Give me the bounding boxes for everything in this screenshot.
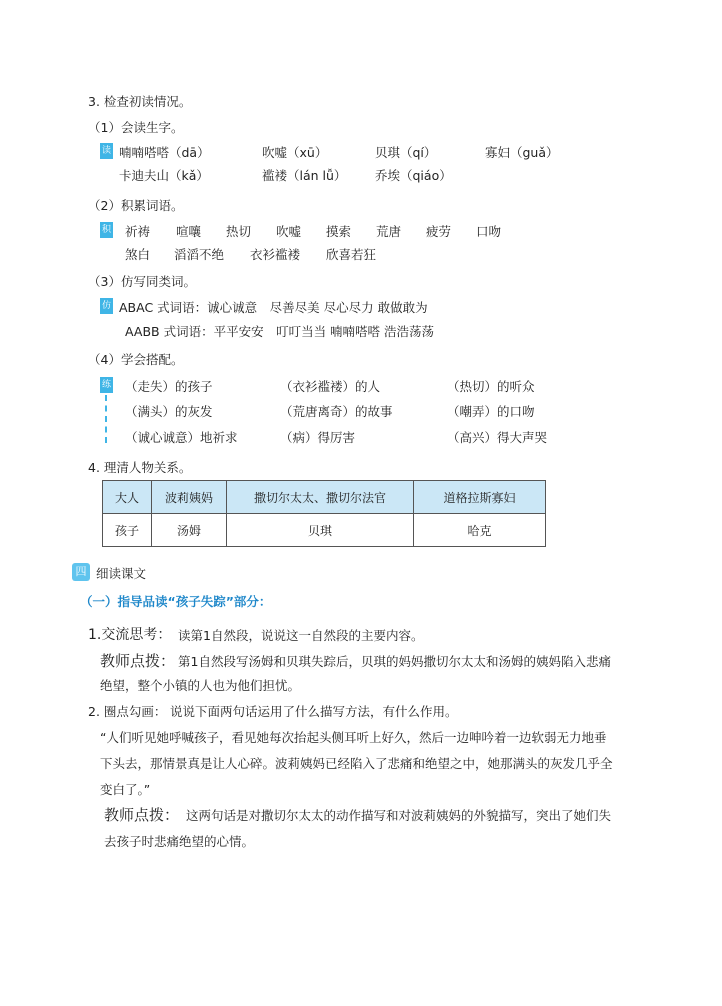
pair-item: （走失）的孩子 <box>125 379 213 394</box>
word-item: 衣衫褴褛 <box>250 247 301 262</box>
word-item: 卡迪夫山（kǎ） <box>119 168 209 183</box>
quote-line: 变白了。” <box>100 782 151 797</box>
word-item: 摸索 <box>326 224 352 239</box>
accumulate-tag-icon: 积 <box>100 222 113 238</box>
word-item: 吹嘘（xū） <box>262 145 328 160</box>
section3-title: 3. 检查初读情况。 <box>88 94 192 109</box>
q2-tip-text2: 去孩子时悲痛绝望的心情。 <box>104 834 255 849</box>
aabb-line: AABB 式词语：平平安安 叮叮当当 喃喃嗒嗒 浩浩荡荡 <box>125 324 435 339</box>
q1-text: 读第1自然段，说说这一自然段的主要内容。 <box>178 628 424 643</box>
quote-line: “人们听见她呼喊孩子，看见她每次抬起头侧耳听上好久，然后一边呻吟着一边软弱无力地垂 <box>100 730 607 745</box>
dashed-guide-line <box>105 395 107 443</box>
sub3-title: （3）仿写同类词。 <box>88 274 196 289</box>
pair-item: （衣衫褴褛）的人 <box>280 379 381 394</box>
word-item: 寡妇（guǎ） <box>485 145 559 160</box>
section-badge: 四 <box>72 563 90 581</box>
word-item: 祈祷 <box>125 224 151 239</box>
word-item: 疲劳 <box>426 224 452 239</box>
word-item: 喃喃嗒嗒（dā） <box>119 145 210 160</box>
q1-tip-label: 教师点拨： <box>100 652 176 670</box>
read-tag-icon: 读 <box>100 143 113 159</box>
q2-text: 说说下面两句话运用了什么描写方法，有什么作用。 <box>170 704 458 719</box>
pair-item: （荒唐离奇）的故事 <box>280 404 393 419</box>
quote-line: 下头去，那情景真是让人心碎。波莉姨妈已经陷入了悲痛和绝望之中，她那满头的灰发几乎全 <box>100 756 613 771</box>
pair-item: （热切）的听众 <box>447 379 535 394</box>
q1-tip-text2: 绝望，整个小镇的人也为他们担忧。 <box>100 678 301 693</box>
word-item: 褴褛（lán lǚ） <box>262 168 347 183</box>
word-item: 滔滔不绝 <box>174 247 225 262</box>
q2-tip-text: 这两句话是对撒切尔太太的动作描写和对波莉姨妈的外貌描写，突出了她们失 <box>186 808 612 823</box>
section-title: 细读课文 <box>96 566 147 581</box>
sub1-title: （1）会读生字。 <box>88 120 184 135</box>
q2-label: 2. 圈点勾画： <box>88 704 167 719</box>
imitate-tag-icon: 仿 <box>100 298 113 314</box>
sub4-title: （4）学会搭配。 <box>88 352 184 367</box>
pair-item: （高兴）得大声哭 <box>447 430 548 445</box>
q1-tip-text: 第1自然段写汤姆和贝琪失踪后，贝琪的妈妈撒切尔太太和汤姆的姨妈陷入悲痛 <box>178 654 611 669</box>
table-cell: 大人 <box>103 481 152 514</box>
pair-item: （诚心诚意）地祈求 <box>125 430 238 445</box>
word-item: 欣喜若狂 <box>326 247 377 262</box>
table-cell: 孩子 <box>103 514 152 547</box>
sub2-title: （2）积累词语。 <box>88 198 184 213</box>
word-item: 喧嚷 <box>176 224 202 239</box>
table-cell: 汤姆 <box>152 514 227 547</box>
pair-item: （满头）的灰发 <box>125 404 213 419</box>
table-row <box>103 481 546 514</box>
match-tag-icon: 练 <box>100 377 113 393</box>
pair-item: （嘲弄）的口吻 <box>447 404 535 419</box>
abac-line: ABAC 式词语：诚心诚意 尽善尽美 尽心尽力 敢做敢为 <box>119 300 428 315</box>
relation-table <box>102 480 546 547</box>
table-cell: 贝琪 <box>227 514 414 547</box>
word-item: 乔埃（qiáo） <box>375 168 452 183</box>
section4-title: 4. 理清人物关系。 <box>88 460 192 475</box>
word-item: 贝琪（qí） <box>375 145 437 160</box>
table-cell: 波莉姨妈 <box>152 481 227 514</box>
table-cell: 哈克 <box>414 514 546 547</box>
q1-label: 1.交流思考： <box>88 627 172 643</box>
pair-item: （病）得厉害 <box>280 430 356 445</box>
word-item: 吹嘘 <box>276 224 302 239</box>
word-item: 热切 <box>226 224 252 239</box>
table-cell: 道格拉斯寡妇 <box>414 481 546 514</box>
table-row <box>103 514 546 547</box>
word-item: 荒唐 <box>376 224 402 239</box>
part1-title: （一）指导品读“孩子失踪”部分： <box>80 594 272 609</box>
word-item: 口吻 <box>476 224 502 239</box>
table-cell: 撒切尔太太、撒切尔法官 <box>227 481 414 514</box>
word-item: 煞白 <box>125 247 151 262</box>
q2-tip-label: 教师点拨： <box>104 806 180 824</box>
